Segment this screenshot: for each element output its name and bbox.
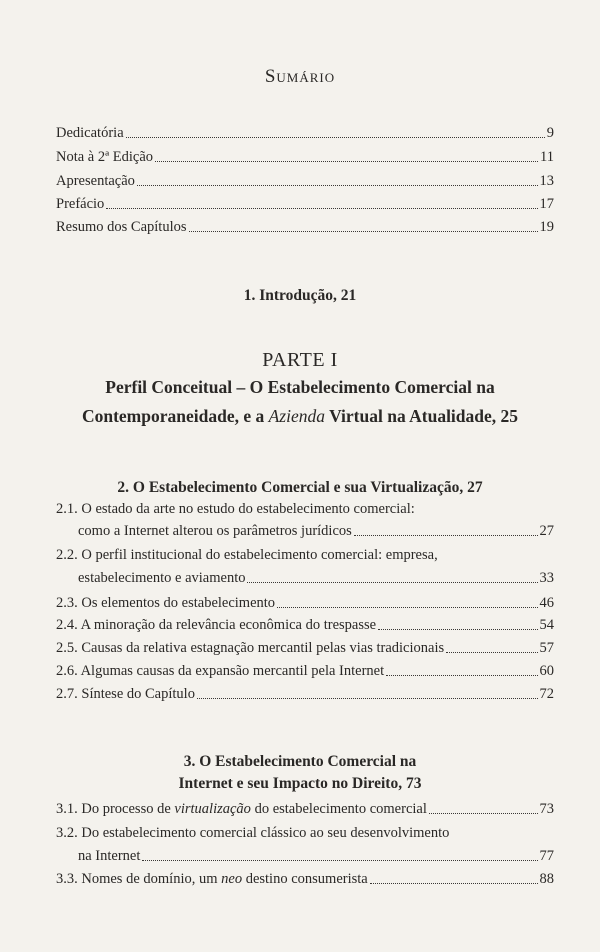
toc-entry-label: 2.6. Algumas causas da expansão mercantil pela Internet	[56, 663, 385, 679]
toc-entry	[78, 569, 554, 587]
dot-leader	[429, 812, 538, 814]
toc-entry	[56, 218, 554, 236]
toc-entry-label: na Internet	[78, 848, 141, 864]
toc-entry-label	[56, 800, 427, 818]
toc-entry	[78, 522, 554, 540]
dot-leader	[370, 882, 538, 884]
toc-entry-page: 77	[539, 848, 554, 864]
toc-entry-label: 2.7. Síntese do Capítulo	[56, 686, 195, 702]
dot-leader	[155, 160, 538, 162]
dot-leader	[378, 628, 537, 630]
dot-leader	[137, 184, 538, 186]
toc-entry	[56, 148, 554, 166]
toc-entry-page: 11	[540, 149, 554, 165]
toc-entry-label: estabelecimento e aviamento	[78, 570, 246, 586]
toc-entry-italic: neo	[221, 871, 243, 887]
toc-entry	[56, 870, 554, 888]
dot-leader	[197, 697, 538, 699]
toc-entry-label: Dedicatória	[56, 125, 124, 141]
toc-entry	[56, 639, 554, 657]
toc-entry	[56, 195, 554, 213]
dot-leader	[247, 581, 537, 583]
toc-entry-label	[56, 870, 368, 888]
toc-entry	[56, 616, 554, 634]
dot-leader	[142, 859, 537, 861]
toc-entry-label: Nota à 2ª Edição	[56, 149, 154, 165]
dot-leader	[126, 136, 545, 138]
toc-entry-page: 60	[539, 663, 554, 679]
toc-entry-first-line: 2.1. O estado da arte no estudo do estabelecimento comercial:	[56, 501, 415, 517]
dot-leader	[386, 674, 537, 676]
dot-leader	[106, 207, 537, 209]
toc-entry-page: 57	[539, 640, 554, 656]
toc-entry-page: 46	[539, 595, 554, 611]
dot-leader	[189, 230, 538, 232]
toc-entry-label: 2.3. Os elementos do estabelecimento	[56, 595, 276, 611]
toc-entry-page: 72	[539, 686, 554, 702]
part-subtitle-line2	[0, 404, 600, 428]
toc-entry-italic: virtualização	[174, 801, 251, 817]
part-subtitle-text: Virtual na Atualidade, 25	[329, 406, 519, 426]
page-title: Sumário	[264, 66, 336, 87]
toc-entry	[78, 847, 554, 865]
toc-entry-page: 54	[539, 617, 554, 633]
toc-entry-text: 3.1. Do processo de	[56, 801, 171, 817]
toc-entry-page: 27	[539, 523, 554, 539]
toc-entry-label: Apresentação	[56, 173, 135, 189]
toc-entry-page: 13	[539, 173, 554, 189]
dot-leader	[277, 606, 537, 608]
toc-entry-page: 88	[539, 871, 554, 887]
toc-entry-label: 2.5. Causas da relativa estagnação mercantil pelas vias tradicionais	[56, 640, 445, 656]
toc-entry-page: 73	[539, 801, 554, 817]
part-subtitle-text: Contemporaneidade, e a	[81, 406, 265, 426]
toc-entry-label: como a Internet alterou os parâmetros jurídicos	[78, 523, 352, 539]
toc-entry-text: 3.3. Nomes de domínio, um	[56, 871, 218, 887]
toc-entry-label: Prefácio	[56, 196, 105, 212]
toc-entry	[56, 800, 554, 818]
toc-entry-page: 33	[539, 570, 554, 586]
dot-leader	[354, 534, 538, 536]
toc-entry-text: destino consumerista	[245, 871, 368, 887]
toc-entry-page: 17	[539, 196, 554, 212]
toc-entry-page: 9	[546, 125, 554, 141]
toc-entry-label: Resumo dos Capítulos	[56, 219, 187, 235]
chapter2-heading: 2. O Estabelecimento Comercial e sua Virtualização, 27	[117, 479, 483, 496]
chapter3-heading-line1: 3. O Estabelecimento Comercial na	[183, 753, 417, 770]
dot-leader	[446, 651, 537, 653]
toc-entry	[56, 662, 554, 680]
toc-entry	[56, 685, 554, 703]
toc-entry	[56, 172, 554, 190]
part-subtitle-line1: Perfil Conceitual – O Estabelecimento Comercial na	[105, 377, 495, 397]
part-label: PARTE I	[262, 349, 338, 371]
part-subtitle-italic: Azienda	[268, 406, 325, 426]
toc-entry-first-line: 3.2. Do estabelecimento comercial clássico ao seu desenvolvimento	[56, 825, 450, 841]
toc-entry	[56, 124, 554, 142]
toc-entry-page: 19	[539, 219, 554, 235]
toc-entry-text: do estabelecimento comercial	[254, 801, 427, 817]
chapter3-heading-line2: Internet e seu Impacto no Direito, 73	[178, 775, 422, 792]
toc-entry-label: 2.4. A minoração da relevância econômica do trespasse	[56, 617, 377, 633]
toc-entry-first-line: 2.2. O perfil institucional do estabelecimento comercial: empresa,	[56, 547, 438, 563]
toc-entry	[56, 594, 554, 612]
intro-heading: 1. Introdução, 21	[243, 287, 357, 304]
